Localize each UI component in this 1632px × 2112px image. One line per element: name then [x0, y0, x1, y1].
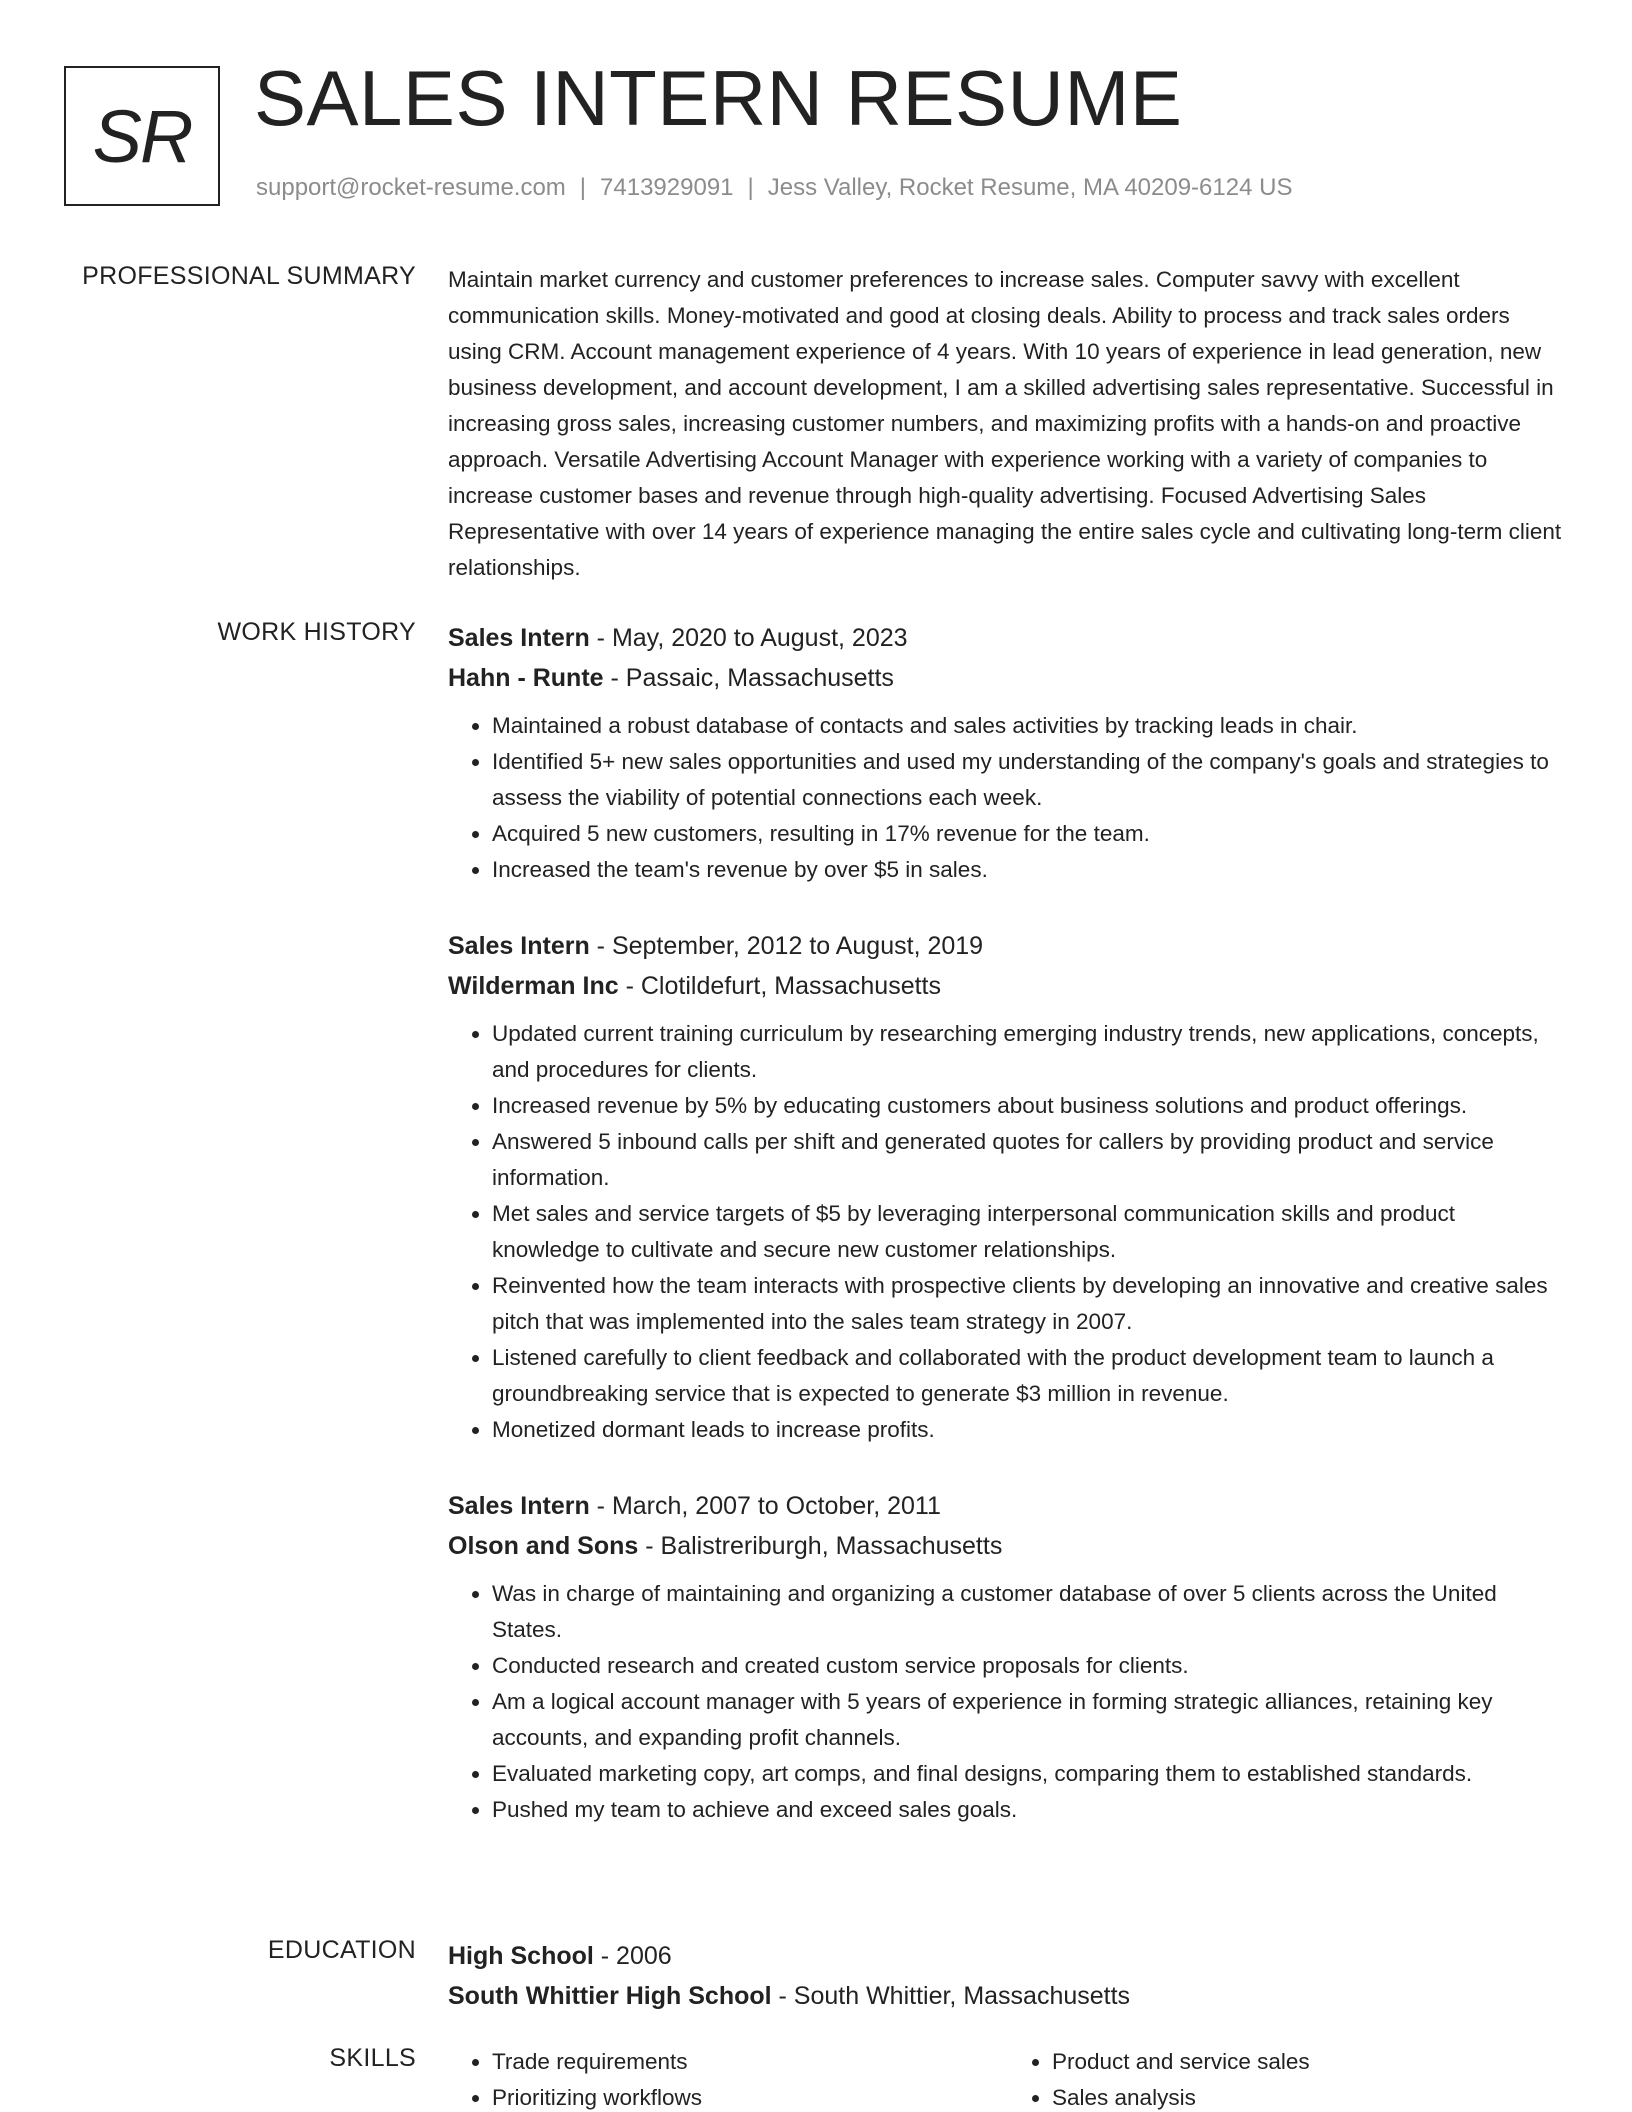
job-dates: - March, 2007 to October, 2011	[589, 1492, 941, 1520]
education-school-line	[448, 1976, 1568, 2016]
job-bullet: • Increased the team's revenue by over $5 in sales.	[492, 852, 1568, 888]
resume-title: SALES INTERN RESUME	[254, 54, 1183, 142]
job-company-line	[448, 1526, 1568, 1566]
job-title-line	[448, 926, 1568, 966]
skills-grid	[448, 2044, 1568, 2112]
skills-body	[448, 2044, 1568, 2112]
contact-phone[interactable]: 7413929091	[600, 174, 734, 201]
job-bullet: • Was in charge of maintaining and organizing a customer database of over 5 clients across the United States.	[492, 1576, 1568, 1648]
skills-heading: SKILLS	[329, 2044, 416, 2072]
job-bullet: • Evaluated marketing copy, art comps, and final designs, comparing them to established standards.	[492, 1756, 1568, 1792]
job-title-line	[448, 618, 1568, 658]
job-bullet: • Pushed my team to achieve and exceed sales goals.	[492, 1792, 1568, 1828]
education-degree-line	[448, 1936, 1568, 1976]
monogram-logo	[64, 66, 220, 206]
job-bullet: • Increased revenue by 5% by educating customers about business solutions and product offerings.	[492, 1088, 1568, 1124]
job-bullet: • Conducted research and created custom service proposals for clients.	[492, 1648, 1568, 1684]
job-title: Sales Intern	[448, 624, 590, 652]
skill-item: • Prioritizing workflows	[492, 2080, 1008, 2112]
job-bullets	[448, 1576, 1568, 1828]
contact-line	[256, 174, 1292, 202]
job-bullet: • Identified 5+ new sales opportunities and used my understanding of the company's goals and strategies to assess the viability of potential connections each week.	[492, 744, 1568, 816]
job-dates: - May, 2020 to August, 2023	[589, 624, 908, 652]
work-history-body	[448, 618, 1568, 1866]
skill-item: • Trade requirements	[492, 2044, 1008, 2080]
job-bullet: • Listened carefully to client feedback and collaborated with the product development team to launch a groundbreaking service that is expected to generate $3 million in revenue.	[492, 1340, 1568, 1412]
skill-item: • Sales analysis	[1052, 2080, 1568, 2112]
job-bullet: • Reinvented how the team interacts with prospective clients by developing an innovative and creative sales pitch that was implemented into the sales team strategy in 2007.	[492, 1268, 1568, 1340]
contact-separator: |	[579, 174, 587, 201]
job-entry	[448, 926, 1568, 1448]
job-location: - Balistreriburgh, Massachusetts	[638, 1532, 1003, 1560]
job-bullet: • Met sales and service targets of $5 by leveraging interpersonal communication skills and product knowledge to cultivate and secure new customer relationships.	[492, 1196, 1568, 1268]
education-year: - 2006	[593, 1942, 672, 1970]
education-location: - South Whittier, Massachusetts	[771, 1982, 1131, 2010]
education-school: South Whittier High School	[448, 1982, 772, 2010]
job-bullet: • Monetized dormant leads to increase profits.	[492, 1412, 1568, 1448]
skills-column-left	[448, 2044, 1008, 2112]
work-history-heading: WORK HISTORY	[217, 618, 416, 646]
skill-item: • Product and service sales	[1052, 2044, 1568, 2080]
education-heading: EDUCATION	[267, 1936, 416, 1964]
summary-heading: PROFESSIONAL SUMMARY	[82, 262, 416, 290]
monogram-initials: SR	[92, 94, 192, 178]
job-bullet: • Answered 5 inbound calls per shift and generated quotes for callers by providing product and service information.	[492, 1124, 1568, 1196]
contact-email[interactable]: support@rocket-resume.com	[256, 174, 566, 201]
job-title: Sales Intern	[448, 1492, 590, 1520]
job-bullet: • Acquired 5 new customers, resulting in 17% revenue for the team.	[492, 816, 1568, 852]
job-bullet: • Updated current training curriculum by researching emerging industry trends, new applications, concepts, and procedures for clients.	[492, 1016, 1568, 1088]
education-body	[448, 1936, 1568, 2016]
job-company: Hahn - Runte	[448, 664, 604, 692]
job-bullets	[448, 708, 1568, 888]
summary-text: Maintain market currency and customer preferences to increase sales. Computer savvy with excellent communication skills. Money-motivated and good at closing deals. Ability to process and track sales orders using CRM. Account management experience of 4 years. With 10 years of experience in lead generation, new business development, and account development, I am a skilled advertising sales representative. Successful in increasing gross sales, increasing customer numbers, and maximizing profits with a hands-on and proactive approach. Versatile Advertising Account Manager with experience working with a variety of companies to increase customer bases and revenue through high-quality advertising. Focused Advertising Sales Representative with over 14 years of experience managing the entire sales cycle and cultivating long-term client relationships.	[448, 267, 1562, 580]
job-bullets	[448, 1016, 1568, 1448]
job-company: Olson and Sons	[448, 1532, 639, 1560]
job-title: Sales Intern	[448, 932, 590, 960]
contact-separator: |	[747, 174, 754, 201]
job-bullet: • Maintained a robust database of contacts and sales activities by tracking leads in chair.	[492, 708, 1568, 744]
job-bullet: • Am a logical account manager with 5 years of experience in forming strategic alliances, retaining key accounts, and expanding profit channels.	[492, 1684, 1568, 1756]
job-entry	[448, 1486, 1568, 1828]
job-location: - Clotildefurt, Massachusetts	[618, 972, 941, 1000]
job-location: - Passaic, Massachusetts	[603, 664, 894, 692]
job-company: Wilderman Inc	[448, 972, 619, 1000]
job-dates: - September, 2012 to August, 2019	[589, 932, 984, 960]
summary-body	[448, 262, 1568, 586]
job-title-line	[448, 1486, 1568, 1526]
education-degree: High School	[448, 1942, 594, 1970]
job-company-line	[448, 658, 1568, 698]
job-entry	[448, 618, 1568, 888]
contact-address: Jess Valley, Rocket Resume, MA 40209-6124 US	[767, 174, 1293, 201]
skills-column-right	[1008, 2044, 1568, 2112]
job-company-line	[448, 966, 1568, 1006]
